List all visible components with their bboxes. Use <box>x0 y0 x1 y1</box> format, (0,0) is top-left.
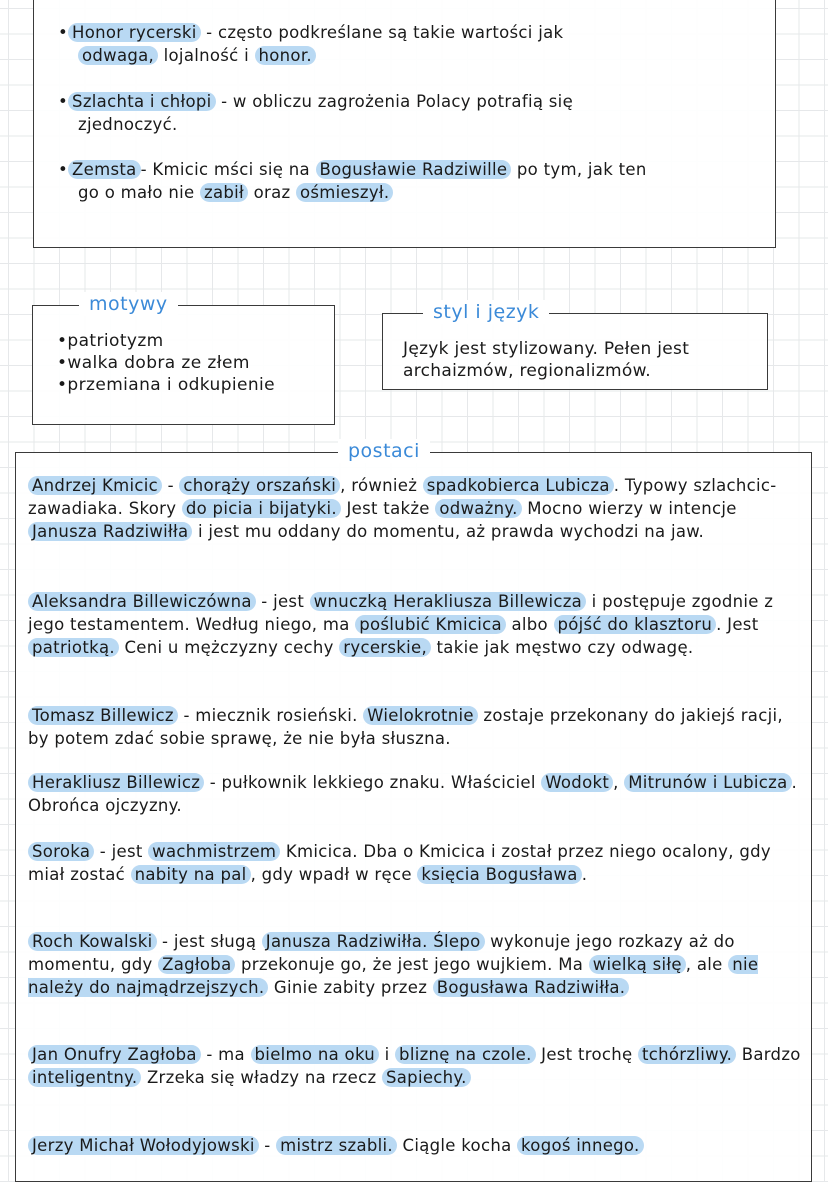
theme-term: Szlachta i chłopi <box>68 92 216 111</box>
style-title: styl i język <box>423 300 549 324</box>
theme-term: Zemsta <box>68 160 141 179</box>
bullet: • <box>58 23 69 42</box>
character-wolodyjowski: Jerzy Michał Wołodyjowski - mistrz szabli. Ciągle kocha kogoś innego. <box>28 1134 808 1157</box>
theme-honor: • Honor rycerski - często podkreślane są takie wartości jak odwaga, lojalność i honor. <box>58 23 564 65</box>
characters-title: postaci <box>338 439 430 463</box>
style-text: Język jest stylizowany. Pełen jest archaizmów, regionalizmów. <box>403 339 690 381</box>
bullet: • <box>58 160 69 179</box>
motifs-box <box>32 293 335 425</box>
character-soroka: Soroka - jest wachmistrzem Kmicica. Dba o Kmicica i został przez niego ocalony, gdy miał zostać nabity na pal , gdy wpadł w ręce księcia Bogusława . <box>28 842 771 884</box>
motifs-title: motywy <box>79 292 178 316</box>
character-aleksandra: Aleksandra Billewiczówna - jest wnuczką Herakliusza Billewicza i postępuje zgodnie z jego testamentem. Według niego, ma poślubić Kmicica albo pójść do klasztoru . Jest patriotką. Ceni u mężczyzny cechy rycerskie, takie jak męstwo czy odwagę. <box>28 592 774 657</box>
character-kmicic: Andrzej Kmicic - chorąży orszański , również spadkobierca Lubicza . Typowy szlachcic-zawadiaka. Skory do picia i bijatyki. Jest także odważny. Mocno wierzy w intencje Janusza Radziwiłła i jest mu oddany do momentu, aż prawda wychodzi na jaw. <box>28 476 777 541</box>
theme-nobility-peasants: • Szlachta i chłopi - w obliczu zagrożenia Polacy potrafią się zjednoczyć. <box>58 92 574 134</box>
character-herakliusz: Herakliusz Billewicz - pułkownik lekkiego znaku. Właściciel Wodokt , Mitrunów i Lubicza . Obrońca ojczyzny. <box>28 773 798 815</box>
character-roch-kowalski: Roch Kowalski - jest sługą Janusza Radziwiłła. Ślepo wykonuje jego rozkazy aż do momentu, gdy Zagłoba przekonuje go, że jest jego wujkiem. Ma wielką siłę , ale nie należy do najmądrzejszych. Ginie zabity przez Bogusława Radziwiłła. <box>28 932 759 997</box>
list-item: •patriotyzm <box>57 331 164 351</box>
style-box <box>382 301 768 390</box>
character-zagloba: Jan Onufry Zagłoba - ma bielmo na oku i bliznę na czole. Jest trochę tchórzliwy. Bardzo inteligentny. Zrzeka się władzy na rzecz Sapiechy. <box>28 1043 808 1089</box>
character-tomasz: Tomasz Billewicz - miecznik rosieński. Wielokrotnie zostaje przekonany do jakiejś racji, by potem zdać sobie sprawę, że nie była słuszna. <box>28 706 783 748</box>
theme-term: Honor rycerski <box>68 23 201 42</box>
theme-revenge: • Zemsta - Kmicic mści się na Bogusławie Radziwille po tym, jak ten go o mało nie zabił oraz ośmieszył. <box>58 160 647 202</box>
list-item: •walka dobra ze złem <box>57 353 250 373</box>
bullet: • <box>58 92 69 111</box>
motifs-list <box>57 330 275 396</box>
list-item: •przemiana i odkupienie <box>57 375 276 395</box>
